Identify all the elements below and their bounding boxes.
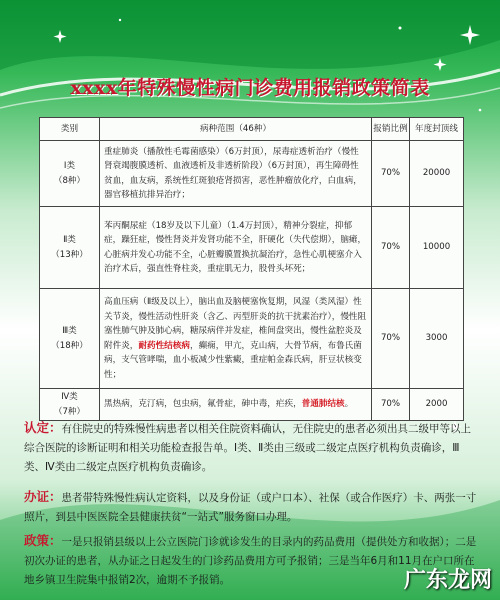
category-label: （7种） [53,406,86,417]
disease-text: 重症肺炎（播散性毛霉菌感染）（6万封顶），尿毒症透析治疗（慢性肾衰竭腹膜透析、血液透析及非透析阶段）（6万封顶），再生障碍性贫血，血友病，系统性红斑狼疮肾损害，恶性肿瘤放化疗，白血病，器官移植抗排异治疗； [104,146,362,200]
paragraph-lead: 办证： [24,489,62,504]
header-disease-range: 病种范围（46种） [100,118,372,141]
highlighted-disease: 普通肺结核 [301,399,345,410]
page-title: xxxx年特殊慢性病门诊费用报销政策简表 [70,77,430,99]
ratio-cell: 70% [372,389,410,421]
category-label: （18种） [51,340,88,351]
disease-range-cell [100,389,372,421]
cap-cell: 2000 [410,389,464,421]
paragraph-text: 有住院史的特殊慢性病患者以相关住院资料确认，无住院史的患者必须出具二级甲等以上综合医院的诊断证明和相关功能检查报告单。Ⅰ类、Ⅱ类由三级或二级定点医疗机构负责确诊，Ⅲ类、Ⅳ类由二级定点医疗机构负责确诊。 [24,423,472,473]
table-row [40,141,464,207]
paragraph-text: 患者带特殊慢性病认定资料，以及身份证（或户口本）、社保（或合作医疗）卡、两张一寸照片，到县中医医院全县健康扶贫“一站式”服务窗口办理。 [24,492,477,523]
category-label: Ⅳ类 [61,392,78,402]
cap-cell: 20000 [410,141,464,207]
cap-cell: 10000 [410,207,464,289]
ratio-cell: 70% [372,207,410,289]
ratio-cell: 70% [372,289,410,389]
table-header-row [40,118,464,141]
category-cell [40,289,100,389]
table-row [40,289,464,389]
category-label: Ⅰ类 [63,161,76,171]
category-cell [40,207,100,289]
ratio-cell: 70% [372,141,410,207]
disease-text: 黑热病，克汀病，包虫病，氟骨症，砷中毒，疟疾， [104,399,302,410]
header-category: 类别 [40,118,100,141]
highlighted-disease: 耐药性结核病 [138,340,190,351]
disease-range-cell [100,289,372,389]
disease-text: ，癫痫，甲亢，克山病，大骨节病，布鲁氏菌病，支气管哮喘，血小板减少性紫癜，重症帕金森氏病，肝豆状核变性； [104,340,362,380]
table-row [40,389,464,421]
category-label: （8种） [53,175,86,186]
paragraph-lead: 政策： [24,533,62,548]
disease-range-cell [100,207,372,289]
disease-text: 高血压病（Ⅱ级及以上），脑出血及脑梗塞恢复期，风湿（类风湿）性关节炎，慢性活动性肝炎（含乙、丙型肝炎的抗干扰素治疗），慢性阻塞性肺气肿及肺心病，糖尿病伴并发症，椎间盘突出，慢性盆腔炎及附件炎， [104,297,367,351]
category-label: Ⅲ类 [62,326,77,336]
paragraph-text: 一是只报销县级以上公立医院门诊就诊发生的目录内的药品费用（提供处方和收据）；二是初次办证的患者，从办证之日起发生的门诊药品费用方可予报销；三是当年6月和11月在户口所在地乡镇卫生院集中报销2次，逾期不予报销。 [24,536,477,586]
cap-cell: 3000 [410,289,464,389]
category-cell [40,389,100,421]
disease-range-cell [100,141,372,207]
paragraph-lead: 认定： [24,420,62,435]
policy-table [39,117,463,421]
category-cell [40,141,100,207]
watermark-logo: 广东龙网 [403,568,492,593]
category-label: （13种） [51,249,88,260]
paragraph-recognition [24,418,480,477]
table-row [40,207,464,289]
category-label: Ⅱ类 [63,235,76,245]
header-reimbursement-ratio: 报销比例 [372,118,410,141]
disease-text: 。 [344,399,354,410]
disease-text: 苯丙酮尿症（18岁及以下儿童）（1.4万封顶），精神分裂症，抑郁症，躁狂症，慢性肾炎并发肾功能不全，肝硬化（失代偿期），脑瘫，心脏病并发心功能不全，心脏瓣膜置换抗凝治疗，急性心肌梗塞介入治疗术后，强直性脊柱炎，重症肌无力，股骨头坏死； [104,220,367,274]
header-annual-cap: 年度封顶线 [410,118,464,141]
paragraph-certificate [24,487,480,527]
